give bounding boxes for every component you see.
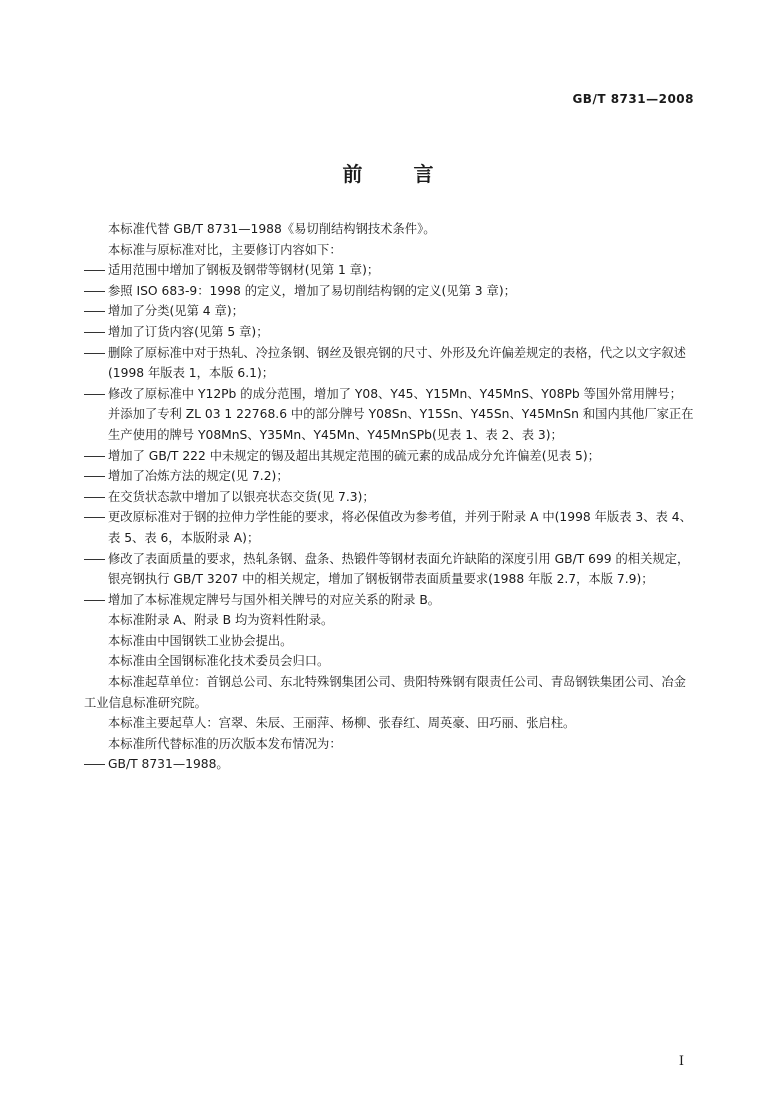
change-item [84,507,694,548]
dash-marker [84,311,105,312]
change-text: 增加了冶炼方法的规定(见 7.2)； [108,469,289,484]
change-text: 增加了 GB/T 222 中未规定的锡及超出其规定范围的硫元素的成品成分允许偏差(见表 5)； [108,448,600,463]
dash-marker [84,497,105,498]
dash-marker [84,764,105,765]
change-item [84,260,694,281]
change-item [84,487,694,508]
change-item [84,343,694,384]
dash-marker [84,270,105,271]
standard-code: GB/T 8731—2008 [572,92,694,106]
dash-marker [84,291,105,292]
change-text: 增加了分类(见第 4 章)； [108,304,244,319]
foreword-body [84,219,694,775]
change-text: 参照 ISO 683-9：1998 的定义，增加了易切削结构钢的定义(见第 3 章)； [108,283,516,298]
note-paragraph: 本标准主要起草人：宫翠、朱辰、王丽萍、杨柳、张春红、周英豪、田巧丽、张启柱。 [108,716,576,731]
page-number: I [678,1054,684,1069]
history-item [84,754,694,775]
change-item [84,301,694,322]
change-item [84,384,694,446]
page-title: 前 言 [342,162,456,186]
dash-marker [84,394,105,395]
change-item [84,590,694,611]
dash-marker [84,517,105,518]
change-item [84,281,694,302]
dash-marker [84,456,105,457]
change-text: 更改原标准对于钢的拉伸力学性能的要求，将必保值改为参考值，并列于附录 A 中(1998 年版表 3、表 4、表 5、表 6，本版附录 A)； [108,510,692,545]
dash-marker [84,476,105,477]
dash-marker [84,600,105,601]
change-text: 增加了本标准规定牌号与国外相关牌号的对应关系的附录 B。 [108,592,441,607]
change-text: 修改了表面质量的要求，热轧条钢、盘条、热锻件等钢材表面允许缺陷的深度引用 GB/T 699 的相关规定，银亮钢执行 GB/T 3207 中的相关规定，增加了钢板钢带表面质量要求(1988 年版 2.7，本版 7.9)； [108,551,690,587]
note-paragraph: 本标准所代替标准的历次版本发布情况为： [108,736,342,751]
note-paragraph: 本标准由全国钢标准化技术委员会归口。 [108,654,330,669]
note-paragraph: 本标准由中国钢铁工业协会提出。 [108,633,293,648]
dash-marker [84,353,105,354]
change-text: 删除了原标准中对于热轧、冷拉条钢、钢丝及银亮钢的尺寸、外形及允许偏差规定的表格，代之以文字叙述(1998 年版表 1，本版 6.1)； [108,345,686,381]
dash-marker [84,332,105,333]
change-item [84,322,694,343]
change-item [84,446,694,467]
change-item [84,466,694,487]
change-text: 适用范围中增加了钢板及钢带等钢材(见第 1 章)； [108,263,380,278]
intro-paragraph: 本标准与原标准对比，主要修订内容如下： [108,242,342,257]
change-text: 修改了原标准中 Y12Pb 的成分范围，增加了 Y08、Y45、Y15Mn、Y45MnS、Y08Pb 等国外常用牌号；并添加了专利 ZL 03 1 22768.6 中的部分牌号 Y08Sn、Y15Sn、Y45Sn、Y45MnSn 和国内其他厂家正在生产使用的牌号 Y08MnS、Y35Mn、Y45Mn、Y45MnSPb(见表 1、表 2、表 3)； [108,386,694,442]
dash-marker [84,559,105,560]
history-text: GB/T 8731—1988。 [108,757,229,772]
change-item [84,549,694,590]
note-paragraph: 本标准附录 A、附录 B 均为资料性附录。 [108,613,334,628]
change-text: 在交货状态款中增加了以银亮状态交货(见 7.3)； [108,489,375,504]
intro-paragraph: 本标准代替 GB/T 8731—1988《易切削结构钢技术条件》。 [108,222,436,236]
change-text: 增加了订货内容(见第 5 章)； [108,324,269,339]
note-paragraph: 本标准起草单位：首钢总公司、东北特殊钢集团公司、贵阳特殊钢有限责任公司、青岛钢铁集团公司、冶金工业信息标准研究院。 [84,675,686,710]
